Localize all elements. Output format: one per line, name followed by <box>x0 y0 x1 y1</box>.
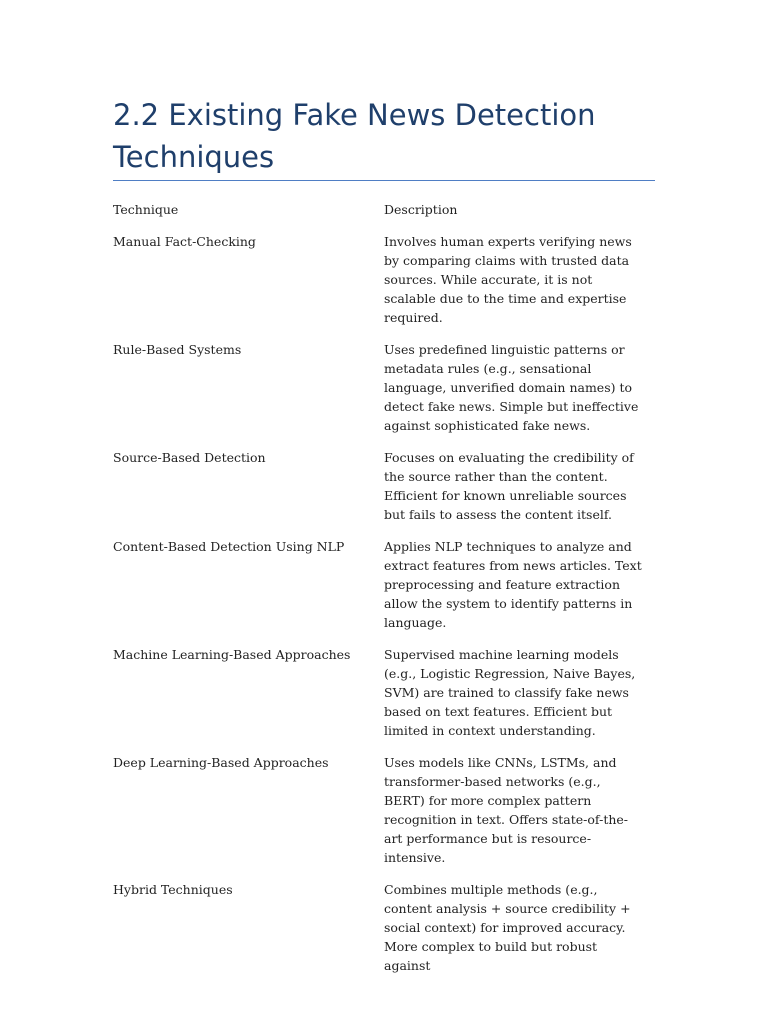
table-row <box>113 753 655 867</box>
table-row <box>113 232 655 327</box>
description-cell: Uses models like CNNs, LSTMs, and transformer-based networks (e.g., BERT) for more complex pattern recognition in text. Offers state-of-the-art performance but is resource-intensive. <box>384 755 629 865</box>
technique-cell: Source-Based Detection <box>113 450 266 465</box>
table-header-row <box>113 200 655 219</box>
description-cell: Involves human experts verifying news by comparing claims with trusted data sources. While accurate, it is not scalable due to the time and expertise required. <box>384 234 632 325</box>
table-row <box>113 448 655 524</box>
section-heading: 2.2 Existing Fake News Detection Techniques <box>113 98 596 174</box>
technique-cell: Hybrid Techniques <box>113 882 233 897</box>
description-cell: Combines multiple methods (e.g., content analysis + source credibility + social context) for improved accuracy. More complex to build but robust against <box>384 882 631 973</box>
technique-cell: Content-Based Detection Using NLP <box>113 539 345 554</box>
technique-cell: Machine Learning-Based Approaches <box>113 647 351 662</box>
table-row <box>113 340 655 435</box>
table-row <box>113 880 655 975</box>
heading-underline <box>113 180 655 181</box>
table-row <box>113 645 655 740</box>
technique-cell: Rule-Based Systems <box>113 342 242 357</box>
description-cell: Focuses on evaluating the credibility of the source rather than the content. Efficient for known unreliable sources but fails to assess the content itself. <box>384 450 634 522</box>
technique-cell: Deep Learning-Based Approaches <box>113 755 329 770</box>
description-cell: Uses predefined linguistic patterns or metadata rules (e.g., sensational language, unverified domain names) to detect fake news. Simple but ineffective against sophisticated fake news. <box>384 342 639 433</box>
technique-column-header: Technique <box>113 202 179 217</box>
table-row <box>113 537 655 632</box>
description-cell: Supervised machine learning models (e.g., Logistic Regression, Naive Bayes, SVM) are trained to classify fake news based on text features. Efficient but limited in context understanding. <box>384 647 636 738</box>
description-cell: Applies NLP techniques to analyze and extract features from news articles. Text preprocessing and feature extraction allow the system to identify patterns in language. <box>384 539 642 630</box>
description-column-header: Description <box>384 202 458 217</box>
techniques-table <box>113 200 655 988</box>
technique-cell: Manual Fact-Checking <box>113 234 256 249</box>
